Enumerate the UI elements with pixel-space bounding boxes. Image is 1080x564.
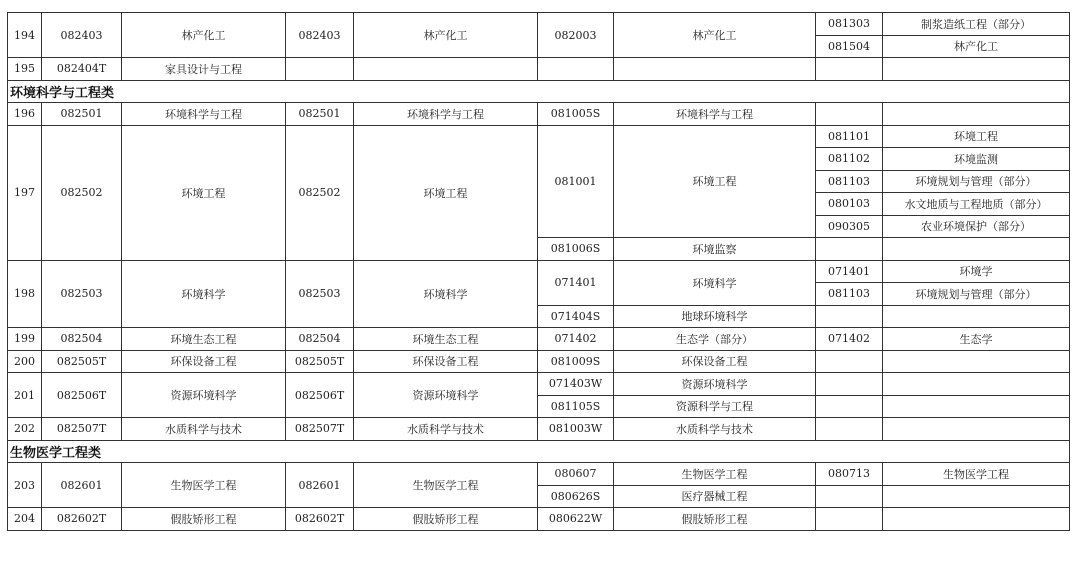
old-name: 环境科学与工程 xyxy=(354,103,538,126)
source-name: 制浆造纸工程（部分） xyxy=(883,13,1070,36)
source-name: 环境学 xyxy=(883,260,1070,283)
empty-cell xyxy=(816,485,883,508)
row-number: 196 xyxy=(8,103,42,126)
mapped-code: 082003 xyxy=(538,13,614,58)
mapped-name: 医疗器械工程 xyxy=(614,485,816,508)
empty-cell xyxy=(883,485,1070,508)
mapped-name: 环境监察 xyxy=(614,238,816,261)
empty-cell xyxy=(883,373,1070,396)
empty-cell xyxy=(286,58,354,81)
mapped-code: 071403W xyxy=(538,373,614,396)
table-row xyxy=(8,508,1070,531)
table-row xyxy=(8,373,1070,396)
old-code: 082504 xyxy=(286,328,354,351)
old-name: 生物医学工程 xyxy=(354,463,538,508)
mapped-code: 071404S xyxy=(538,305,614,328)
source-name: 水文地质与工程地质（部分） xyxy=(883,193,1070,216)
source-name: 环境工程 xyxy=(883,125,1070,148)
empty-cell xyxy=(883,350,1070,373)
major-name: 环境生态工程 xyxy=(122,328,286,351)
mapped-code: 081001 xyxy=(538,125,614,238)
mapped-name: 生物医学工程 xyxy=(614,463,816,486)
empty-cell xyxy=(538,58,614,81)
empty-cell xyxy=(883,418,1070,441)
table-row xyxy=(8,103,1070,126)
mapped-name: 环境工程 xyxy=(614,125,816,238)
source-name: 环境监测 xyxy=(883,148,1070,171)
table-row xyxy=(8,13,1070,36)
empty-cell xyxy=(883,508,1070,531)
section-row xyxy=(8,440,1070,463)
source-code: 081103 xyxy=(816,283,883,306)
mapped-name: 资源科学与工程 xyxy=(614,395,816,418)
mapped-name: 水质科学与技术 xyxy=(614,418,816,441)
empty-cell xyxy=(883,395,1070,418)
empty-cell xyxy=(816,508,883,531)
empty-cell xyxy=(354,58,538,81)
mapped-code: 071402 xyxy=(538,328,614,351)
source-code: 081102 xyxy=(816,148,883,171)
major-name: 环境科学 xyxy=(122,260,286,328)
mapped-code: 080607 xyxy=(538,463,614,486)
mapped-name: 环境科学 xyxy=(614,260,816,305)
table-row xyxy=(8,260,1070,283)
major-name: 环境科学与工程 xyxy=(122,103,286,126)
source-code: 071401 xyxy=(816,260,883,283)
row-number: 197 xyxy=(8,125,42,260)
old-code: 082502 xyxy=(286,125,354,260)
mapped-name: 林产化工 xyxy=(614,13,816,58)
source-code: 090305 xyxy=(816,215,883,238)
empty-cell xyxy=(883,305,1070,328)
major-name: 家具设计与工程 xyxy=(122,58,286,81)
row-number: 195 xyxy=(8,58,42,81)
empty-cell xyxy=(614,58,816,81)
section-title: 生物医学工程类 xyxy=(8,440,1070,463)
major-name: 资源环境科学 xyxy=(122,373,286,418)
empty-cell xyxy=(816,238,883,261)
old-code: 082505T xyxy=(286,350,354,373)
old-code: 082503 xyxy=(286,260,354,328)
mapped-name: 假肢矫形工程 xyxy=(614,508,816,531)
source-name: 环境规划与管理（部分） xyxy=(883,170,1070,193)
mapped-name: 环境科学与工程 xyxy=(614,103,816,126)
table-row xyxy=(8,328,1070,351)
empty-cell xyxy=(816,373,883,396)
empty-cell xyxy=(816,395,883,418)
major-name: 林产化工 xyxy=(122,13,286,58)
old-code: 082602T xyxy=(286,508,354,531)
major-code: 082503 xyxy=(42,260,122,328)
major-code: 082601 xyxy=(42,463,122,508)
major-code: 082504 xyxy=(42,328,122,351)
empty-cell xyxy=(816,350,883,373)
mapped-name: 生态学（部分） xyxy=(614,328,816,351)
row-number: 202 xyxy=(8,418,42,441)
old-code: 082501 xyxy=(286,103,354,126)
source-code: 071402 xyxy=(816,328,883,351)
major-code: 082501 xyxy=(42,103,122,126)
old-code: 082507T xyxy=(286,418,354,441)
major-name: 水质科学与技术 xyxy=(122,418,286,441)
source-code: 080713 xyxy=(816,463,883,486)
major-name: 生物医学工程 xyxy=(122,463,286,508)
empty-cell xyxy=(883,58,1070,81)
source-code: 080103 xyxy=(816,193,883,216)
old-name: 环境生态工程 xyxy=(354,328,538,351)
old-name: 环境科学 xyxy=(354,260,538,328)
major-code: 082506T xyxy=(42,373,122,418)
table-row xyxy=(8,58,1070,81)
source-code: 081504 xyxy=(816,35,883,58)
row-number: 201 xyxy=(8,373,42,418)
mapped-name: 环保设备工程 xyxy=(614,350,816,373)
major-code: 082404T xyxy=(42,58,122,81)
old-name: 林产化工 xyxy=(354,13,538,58)
source-name: 生态学 xyxy=(883,328,1070,351)
major-name: 环保设备工程 xyxy=(122,350,286,373)
mapped-name: 地球环境科学 xyxy=(614,305,816,328)
mapped-code: 081003W xyxy=(538,418,614,441)
row-number: 198 xyxy=(8,260,42,328)
source-code: 081303 xyxy=(816,13,883,36)
mapped-name: 资源环境科学 xyxy=(614,373,816,396)
mapped-code: 081005S xyxy=(538,103,614,126)
mapped-code: 071401 xyxy=(538,260,614,305)
empty-cell xyxy=(816,305,883,328)
mapped-code: 081105S xyxy=(538,395,614,418)
major-name: 环境工程 xyxy=(122,125,286,260)
source-code: 081103 xyxy=(816,170,883,193)
mapped-code: 080622W xyxy=(538,508,614,531)
row-number: 200 xyxy=(8,350,42,373)
row-number: 194 xyxy=(8,13,42,58)
old-name: 假肢矫形工程 xyxy=(354,508,538,531)
old-name: 水质科学与技术 xyxy=(354,418,538,441)
mapped-code: 081006S xyxy=(538,238,614,261)
empty-cell xyxy=(883,103,1070,126)
old-code: 082601 xyxy=(286,463,354,508)
row-number: 199 xyxy=(8,328,42,351)
old-code: 082403 xyxy=(286,13,354,58)
major-code: 082502 xyxy=(42,125,122,260)
row-number: 204 xyxy=(8,508,42,531)
major-catalog-table xyxy=(7,12,1070,531)
old-name: 环保设备工程 xyxy=(354,350,538,373)
table-row xyxy=(8,463,1070,486)
old-name: 资源环境科学 xyxy=(354,373,538,418)
table-row xyxy=(8,350,1070,373)
empty-cell xyxy=(816,58,883,81)
major-code: 082505T xyxy=(42,350,122,373)
empty-cell xyxy=(816,418,883,441)
major-code: 082507T xyxy=(42,418,122,441)
major-name: 假肢矫形工程 xyxy=(122,508,286,531)
source-name: 林产化工 xyxy=(883,35,1070,58)
row-number: 203 xyxy=(8,463,42,508)
empty-cell xyxy=(816,103,883,126)
old-name: 环境工程 xyxy=(354,125,538,260)
mapped-code: 080626S xyxy=(538,485,614,508)
section-title: 环境科学与工程类 xyxy=(8,80,1070,103)
major-code: 082403 xyxy=(42,13,122,58)
section-row xyxy=(8,80,1070,103)
source-name: 农业环境保护（部分） xyxy=(883,215,1070,238)
source-name: 生物医学工程 xyxy=(883,463,1070,486)
source-code: 081101 xyxy=(816,125,883,148)
table-row xyxy=(8,125,1070,148)
empty-cell xyxy=(883,238,1070,261)
source-name: 环境规划与管理（部分） xyxy=(883,283,1070,306)
table-row xyxy=(8,418,1070,441)
major-code: 082602T xyxy=(42,508,122,531)
mapped-code: 081009S xyxy=(538,350,614,373)
old-code: 082506T xyxy=(286,373,354,418)
